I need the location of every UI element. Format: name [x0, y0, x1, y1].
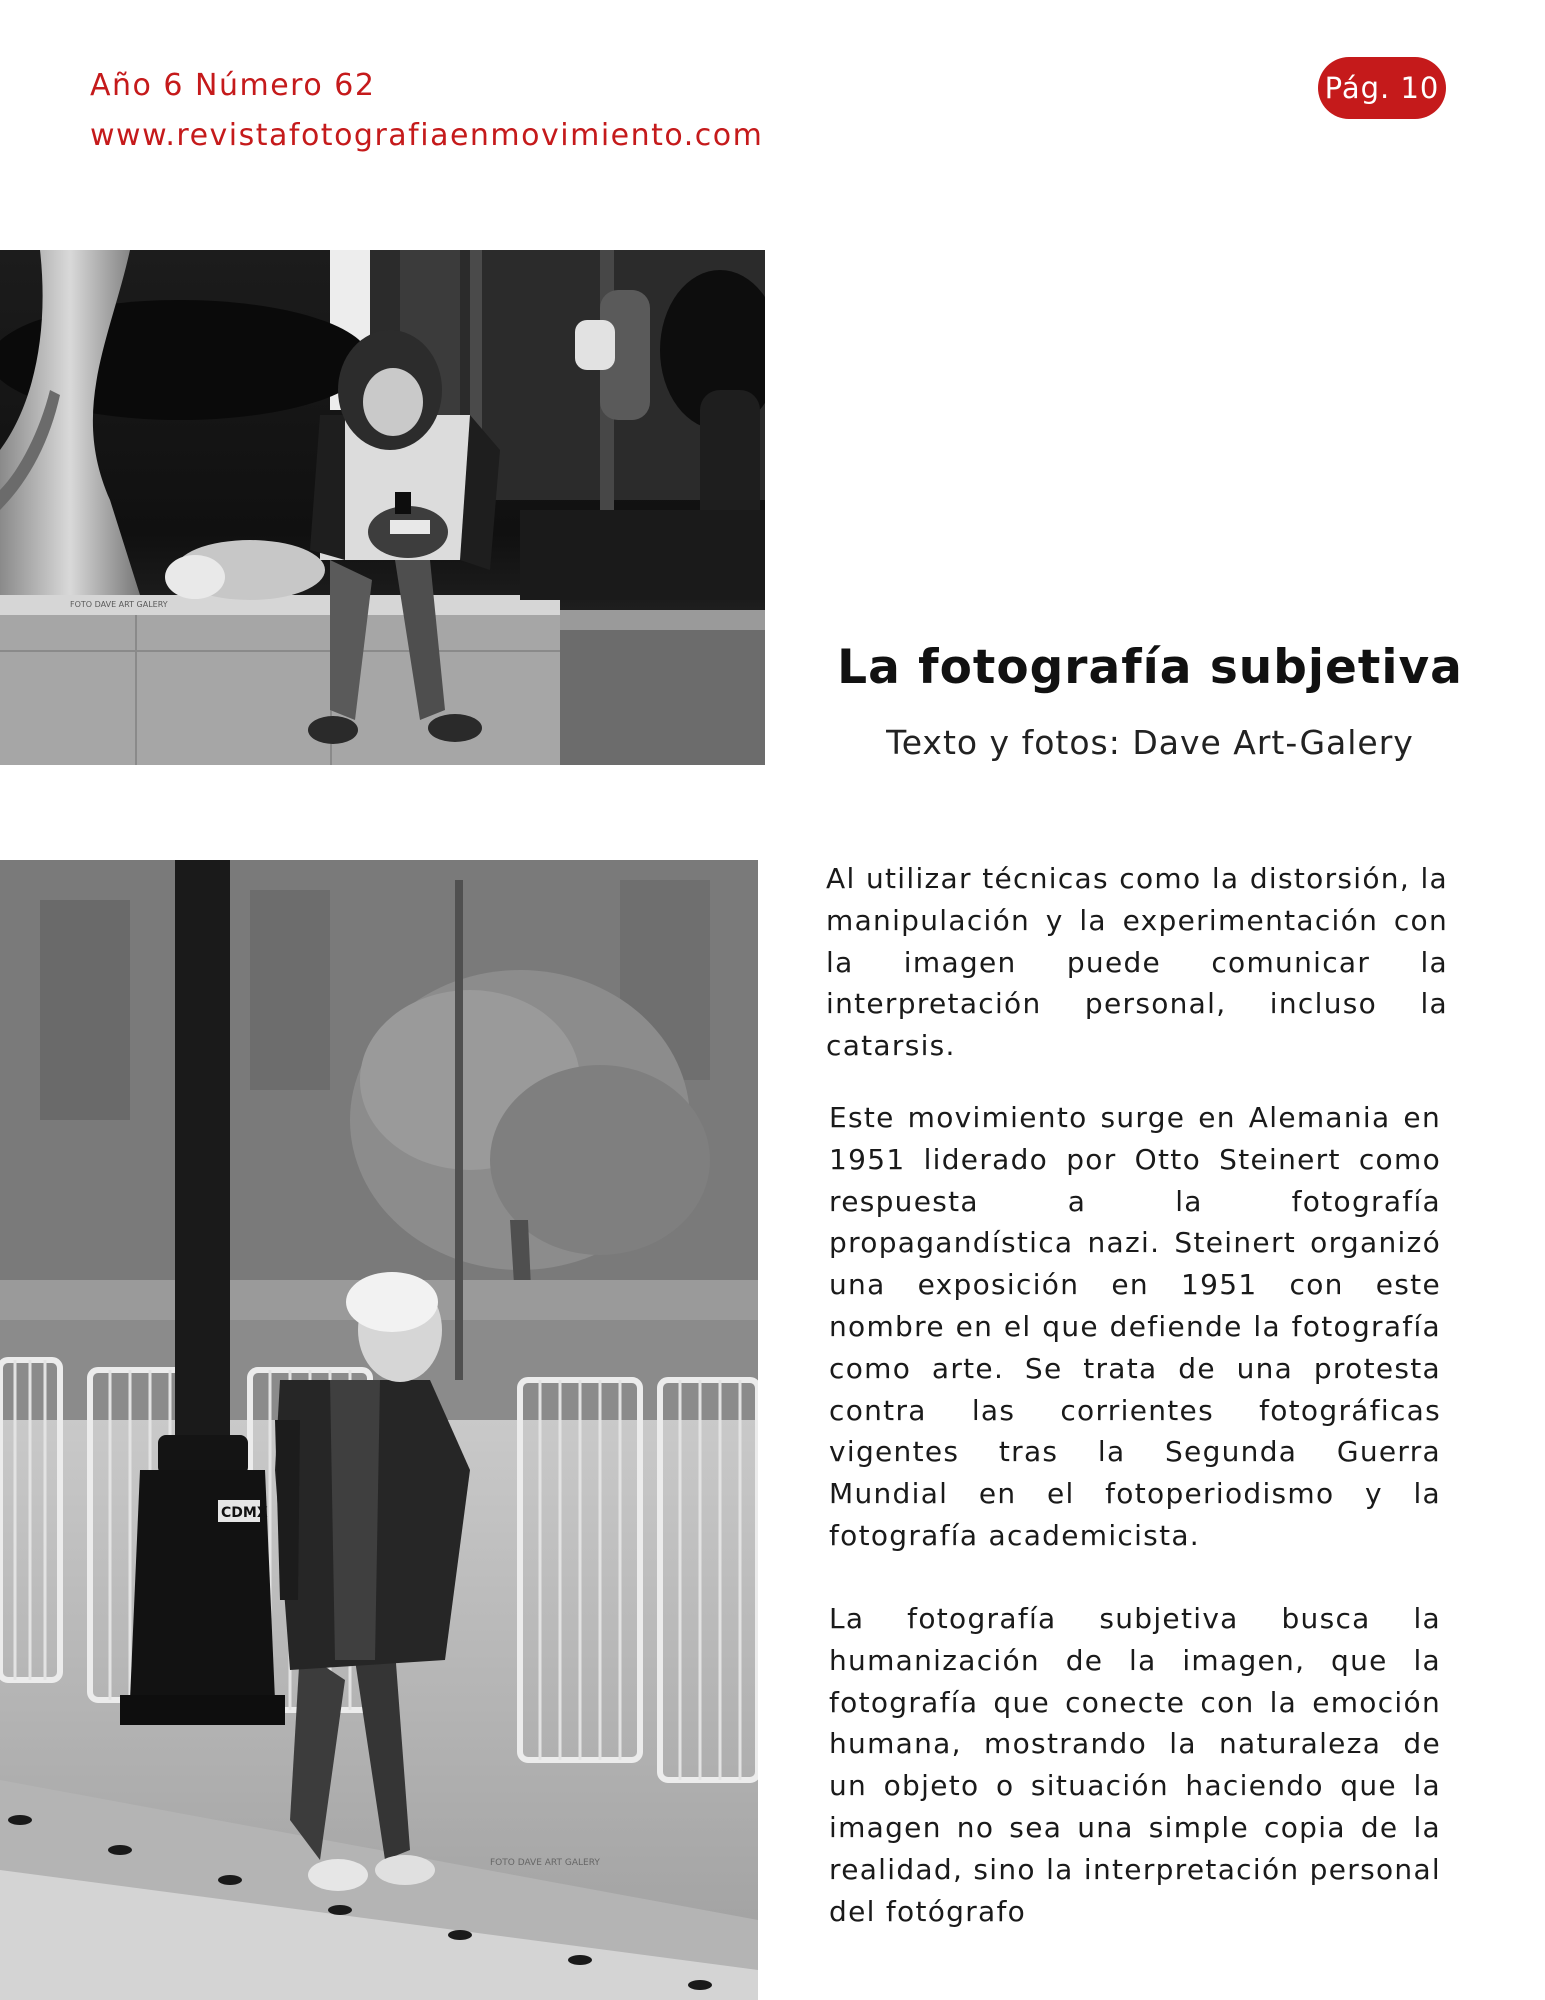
article-paragraph-1: Al utilizar técnicas como la distorsión, la manipulación y la experimentación con la imagen puede comunicar la interpretación personal, incluso la catarsis. — [826, 862, 1448, 1063]
page-number-badge: Pág. 10 — [1318, 57, 1446, 119]
photo-elderly-man-walking — [0, 860, 758, 2000]
header-issue: Año 6 Número 62 — [90, 68, 376, 103]
photo1-watermark: FOTO DAVE ART GALERY — [70, 600, 168, 609]
article-paragraph-3: La fotografía subjetiva busca la humanización de la imagen, que la fotografía que conecte con la emoción humana, mostrando la naturaleza de un objeto o situación haciendo que la imagen no sea una simple copia de la realidad, sino la interpretación personal del fotógrafo — [829, 1602, 1441, 1928]
article-byline: Texto y fotos: Dave Art-Galery — [886, 723, 1414, 762]
photo-young-man-phone — [0, 250, 765, 765]
photo2-watermark: FOTO DAVE ART GALERY — [490, 1858, 600, 1868]
article-title: La fotografía subjetiva — [837, 640, 1463, 695]
header-website[interactable]: www.revistafotografiaenmovimiento.com — [90, 118, 764, 153]
article-paragraph-2: Este movimiento surge en Alemania en 1951 liderado por Otto Steinert como respuesta a la fotografía propagandística nazi. Steinert organizó una exposición en 1951 con este nombre en el que defiende la fotografía como arte. Se trata de una protesta contra las corrientes fotográficas vigentes tras la Segunda Guerra Mundial en el fotoperiodismo y la fotografía academicista. — [829, 1101, 1441, 1552]
lamp-post-sign: CDMX — [221, 1505, 268, 1521]
